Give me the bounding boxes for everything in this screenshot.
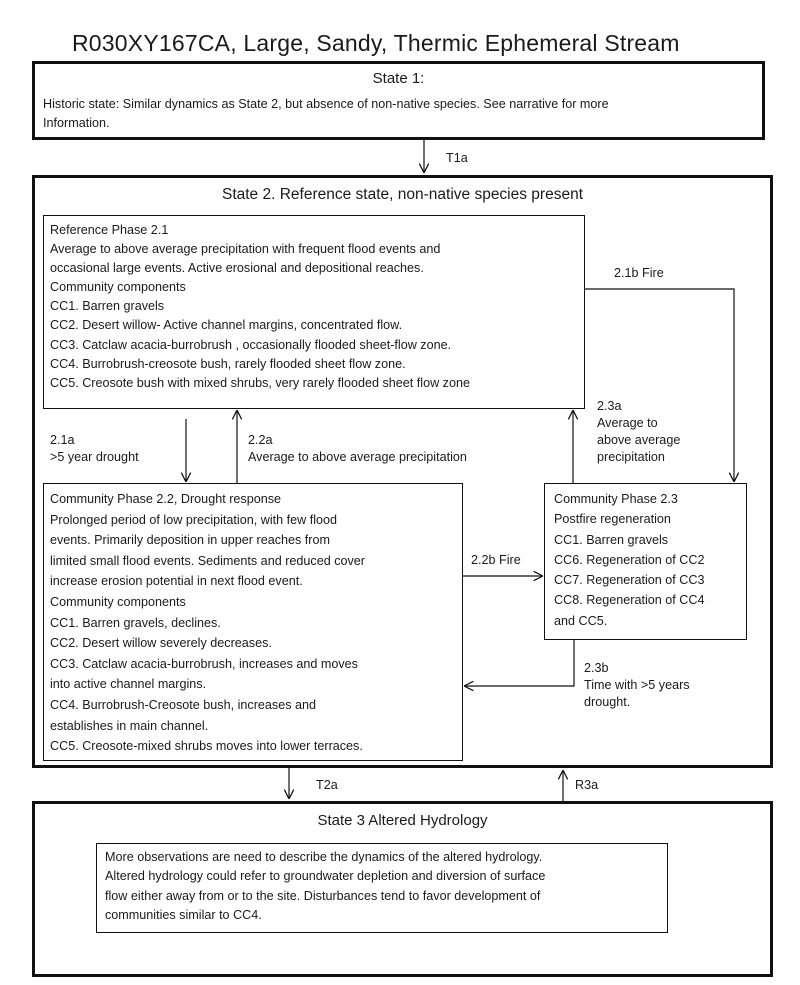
state-1-line: Historic state: Similar dynamics as State 2, but absence of non-native species. See narrative for more <box>43 97 609 111</box>
phase-2-2-line: into active channel margins. <box>50 677 207 692</box>
phase-2-2-line: CC5. Creosote-mixed shrubs moves into lower terraces. <box>50 739 363 754</box>
phase-2-1-line: CC5. Creosote bush with mixed shrubs, very rarely flooded sheet flow zone <box>50 375 470 390</box>
transition-2-1a-label: 2.1a >5 year drought <box>50 433 139 464</box>
phase-2-3-line: CC6. Regeneration of CC2 <box>554 552 705 567</box>
phase-2-1-line: Community components <box>50 280 186 295</box>
phase-2-3-line: CC1. Barren gravels <box>554 532 669 547</box>
phase-2-1-line: Average to above average precipitation with frequent flood events and <box>50 242 441 257</box>
transition-2-2b-label: 2.2b Fire <box>471 553 521 567</box>
phase-2-3-line: CC7. Regeneration of CC3 <box>554 573 705 588</box>
transition-t1a-label: T1a <box>446 151 468 165</box>
community-phase-2-2-box <box>43 483 463 761</box>
phase-2-1-line: CC4. Burrobrush-creosote bush, rarely flooded sheet flow zone. <box>50 356 406 371</box>
state-1-line: Information. <box>43 116 110 131</box>
phase-2-1-title: Reference Phase 2.1 <box>50 223 169 237</box>
phase-2-1-line: occasional large events. Active erosional and depositional reaches. <box>50 261 424 276</box>
restoration-r3a-label: R3a <box>575 778 599 792</box>
phase-2-2-title: Community Phase 2.2, Drought response <box>50 492 282 506</box>
phase-2-2-line: limited small flood events. Sediments and reduced cover <box>50 553 366 568</box>
transition-2-2a-label: 2.2a Average to above average precipitation <box>248 433 467 464</box>
phase-2-1-line: CC2. Desert willow- Active channel margins, concentrated flow. <box>50 318 403 333</box>
phase-2-3-line: Postfire regeneration <box>554 512 671 527</box>
phase-2-3-line: and CC5. <box>554 613 608 628</box>
transition-t2a-label: T2a <box>316 778 338 792</box>
phase-2-2-line: events. Primarily deposition in upper reaches from <box>50 533 330 548</box>
state-3-description-box <box>96 843 668 933</box>
phase-2-2-line: Prolonged period of low precipitation, with few flood <box>50 512 338 527</box>
phase-2-3-line: CC8. Regeneration of CC4 <box>554 593 705 608</box>
state-1-title: State 1: <box>372 70 425 87</box>
phase-2-2-line: increase erosion potential in next flood event. <box>50 574 303 589</box>
phase-2-2-line: Community components <box>50 594 186 609</box>
state-2-title: State 2. Reference state, non-native species present <box>221 186 584 203</box>
state-3-line: communities similar to CC4. <box>105 908 262 923</box>
state-3-line: flow either away from or to the site. Disturbances tend to favor development of <box>105 888 541 903</box>
transition-2-3b-label: 2.3b Time with >5 years drought. <box>584 661 690 709</box>
reference-phase-2-1-box <box>43 215 585 409</box>
phase-2-2-line: CC2. Desert willow severely decreases. <box>50 636 272 651</box>
phase-2-2-line: establishes in main channel. <box>50 718 209 733</box>
state-1-description <box>43 95 609 133</box>
state-3-line: More observations are need to describe the dynamics of the altered hydrology. <box>105 850 543 864</box>
diagram-title: R030XY167CA, Large, Sandy, Thermic Ephemeral Stream <box>72 30 680 56</box>
state-3-line: Altered hydrology could refer to groundwater depletion and diversion of surface <box>105 869 546 884</box>
phase-2-2-line: CC3. Catclaw acacia-burrobrush, increases and moves <box>50 656 358 671</box>
state-3-title: State 3 Altered Hydrology <box>317 812 488 829</box>
transition-2-3a-label: 2.3a Average to above average precipitation <box>597 399 681 464</box>
phase-2-1-line: CC1. Barren gravels <box>50 299 165 314</box>
phase-2-2-line: CC4. Burrobrush-Creosote bush, increases and <box>50 697 316 712</box>
transition-2-1b-label: 2.1b Fire <box>614 266 664 280</box>
phase-2-1-line: CC3. Catclaw acacia-burrobrush , occasionally flooded sheet-flow zone. <box>50 337 452 352</box>
community-phase-2-3-box <box>544 483 747 640</box>
phase-2-3-title: Community Phase 2.3 <box>554 492 678 506</box>
state-1-box <box>32 61 765 140</box>
phase-2-2-line: CC1. Barren gravels, declines. <box>50 615 221 630</box>
